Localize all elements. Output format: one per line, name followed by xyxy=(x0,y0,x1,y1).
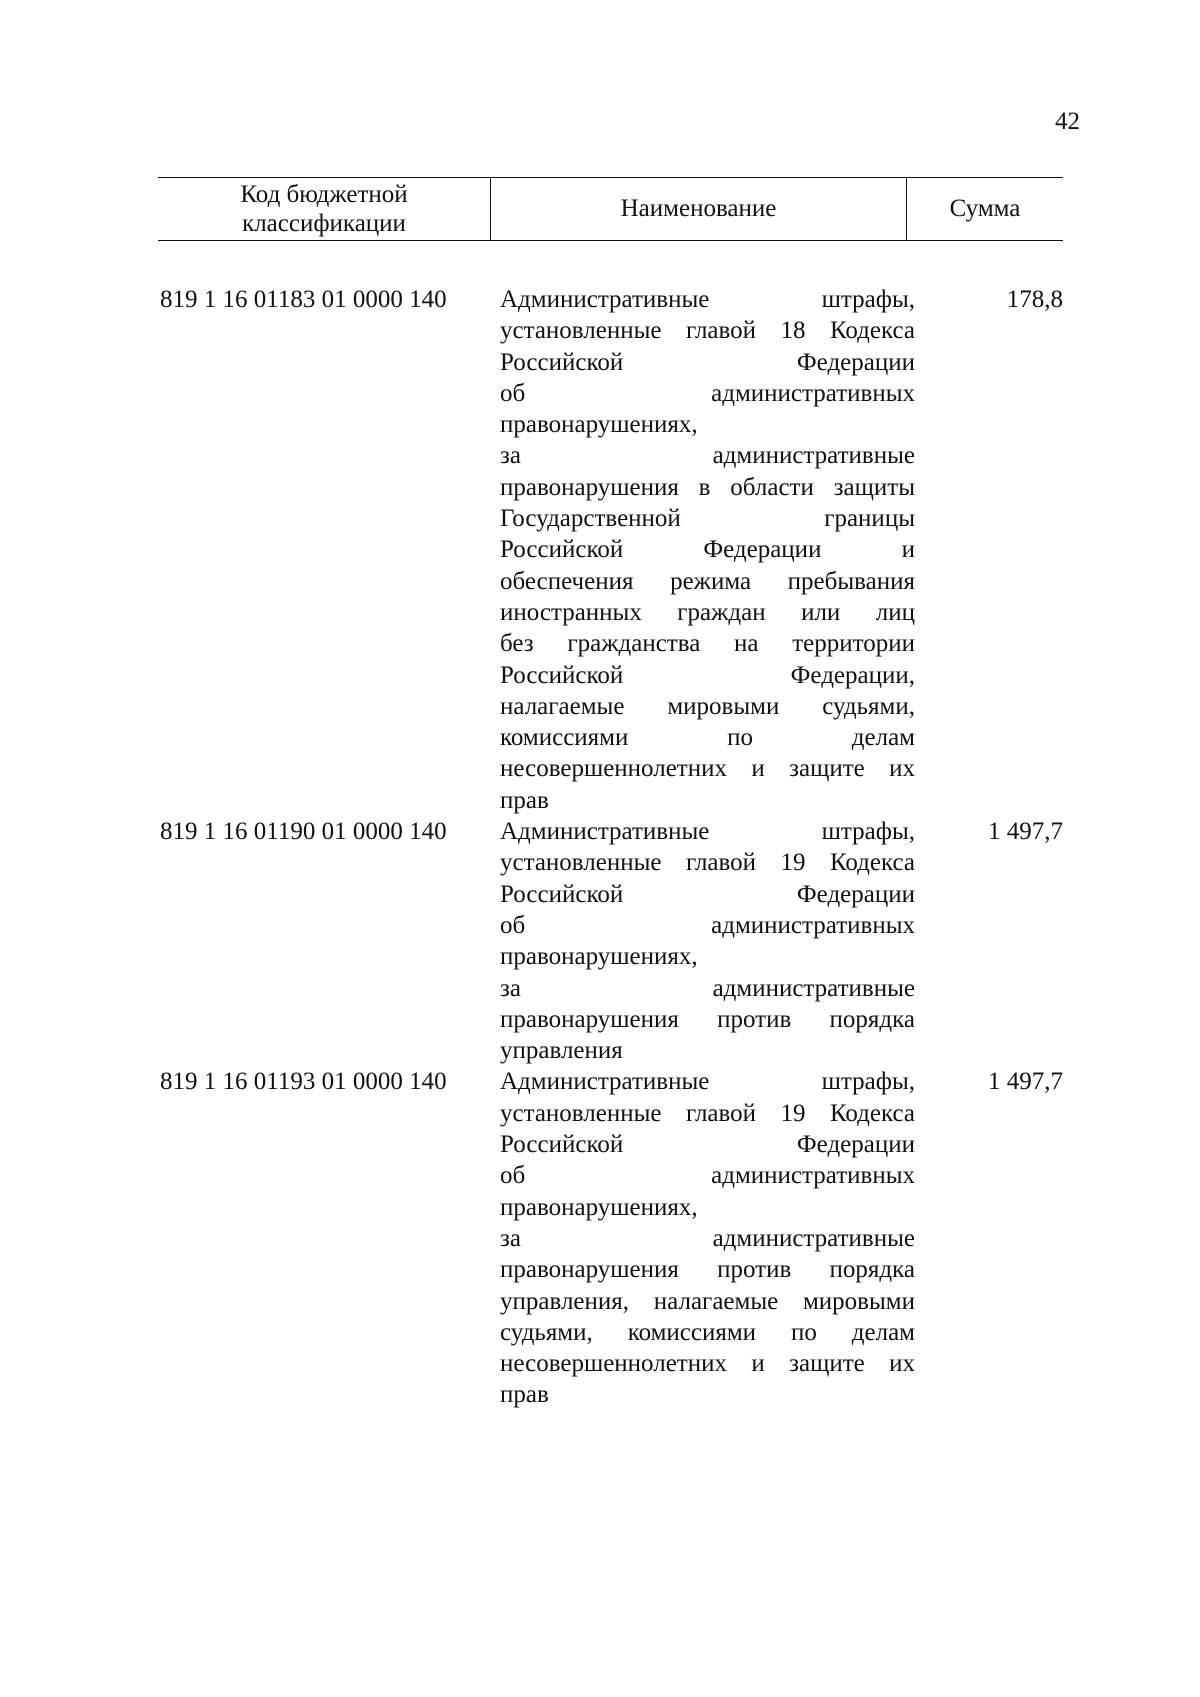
item-name-line: Российской Федерации xyxy=(500,880,915,908)
budget-code: 819 1 16 01183 01 0000 140 xyxy=(160,286,447,313)
item-name-line: управления, налагаемые мировыми xyxy=(500,1287,915,1315)
column-header-name: Наименование xyxy=(620,195,777,222)
item-name-line: Российской Федерации, xyxy=(500,661,915,689)
item-name-line: за административные xyxy=(500,1224,915,1252)
item-name-line: за административные xyxy=(500,974,915,1002)
column-header-code: Код бюджетной классификации xyxy=(240,180,408,237)
table-body xyxy=(0,284,1200,1411)
item-name-line: об административных xyxy=(500,911,915,939)
item-name-line: правонарушения против порядка xyxy=(500,1005,915,1033)
item-name-line: правонарушениях, xyxy=(500,943,698,971)
item-name-line: Российской Федерации и xyxy=(500,536,915,564)
item-name-line: правонарушения против порядка xyxy=(500,1256,915,1284)
table-header-bottom-rule xyxy=(158,240,1063,241)
item-name-line: Российской Федерации xyxy=(500,348,915,376)
budget-code: 819 1 16 01193 01 0000 140 xyxy=(160,1068,447,1096)
item-name xyxy=(500,284,915,816)
table-row xyxy=(0,816,1200,1066)
item-name-line: прав xyxy=(500,1381,549,1409)
item-name-line: правонарушениях, xyxy=(500,411,698,439)
column-header-sum: Сумма xyxy=(949,195,1021,222)
item-name-line: об административных xyxy=(500,1162,915,1190)
item-name-line: Российской Федерации xyxy=(500,1131,915,1159)
item-name-line: Административные штрафы, xyxy=(500,286,915,313)
item-name xyxy=(500,816,915,1066)
item-name xyxy=(500,1066,915,1410)
budget-code: 819 1 16 01190 01 0000 140 xyxy=(160,818,447,846)
item-name-line: Административные штрафы, xyxy=(500,1068,915,1096)
item-name-line: обеспечения режима пребывания xyxy=(500,567,915,595)
item-sum: 178,8 xyxy=(1006,286,1063,313)
item-name-line: налагаемые мировыми судьями, xyxy=(500,692,915,720)
item-name-line: Государственной границы xyxy=(500,505,915,533)
item-name-line: об административных xyxy=(500,379,915,407)
item-name-line: установленные главой 19 Кодекса xyxy=(500,1099,915,1127)
item-name-line: за административные xyxy=(500,442,915,470)
item-name-line: правонарушения в области защиты xyxy=(500,473,915,501)
item-name-line: установленные главой 18 Кодекса xyxy=(500,317,915,345)
item-name-line: без гражданства на территории xyxy=(500,630,915,658)
item-name-line: иностранных граждан или лиц xyxy=(500,598,915,626)
item-name-line: правонарушениях, xyxy=(500,1193,698,1221)
table-row xyxy=(0,1066,1200,1410)
table-row xyxy=(0,284,1200,816)
item-name-line: несовершеннолетних и защите их xyxy=(500,755,915,783)
page-number: 42 xyxy=(1055,108,1080,135)
item-name-line: судьями, комиссиями по делам xyxy=(500,1318,915,1346)
item-sum: 1 497,7 xyxy=(988,818,1063,846)
item-name-line: несовершеннолетних и защите их xyxy=(500,1350,915,1378)
item-name-line: установленные главой 19 Кодекса xyxy=(500,849,915,877)
item-name-line: комиссиями по делам xyxy=(500,724,915,752)
item-name-line: Административные штрафы, xyxy=(500,818,915,846)
item-name-line: управления xyxy=(500,1037,623,1065)
item-sum: 1 497,7 xyxy=(988,1068,1063,1096)
item-name-line: прав xyxy=(500,786,549,814)
